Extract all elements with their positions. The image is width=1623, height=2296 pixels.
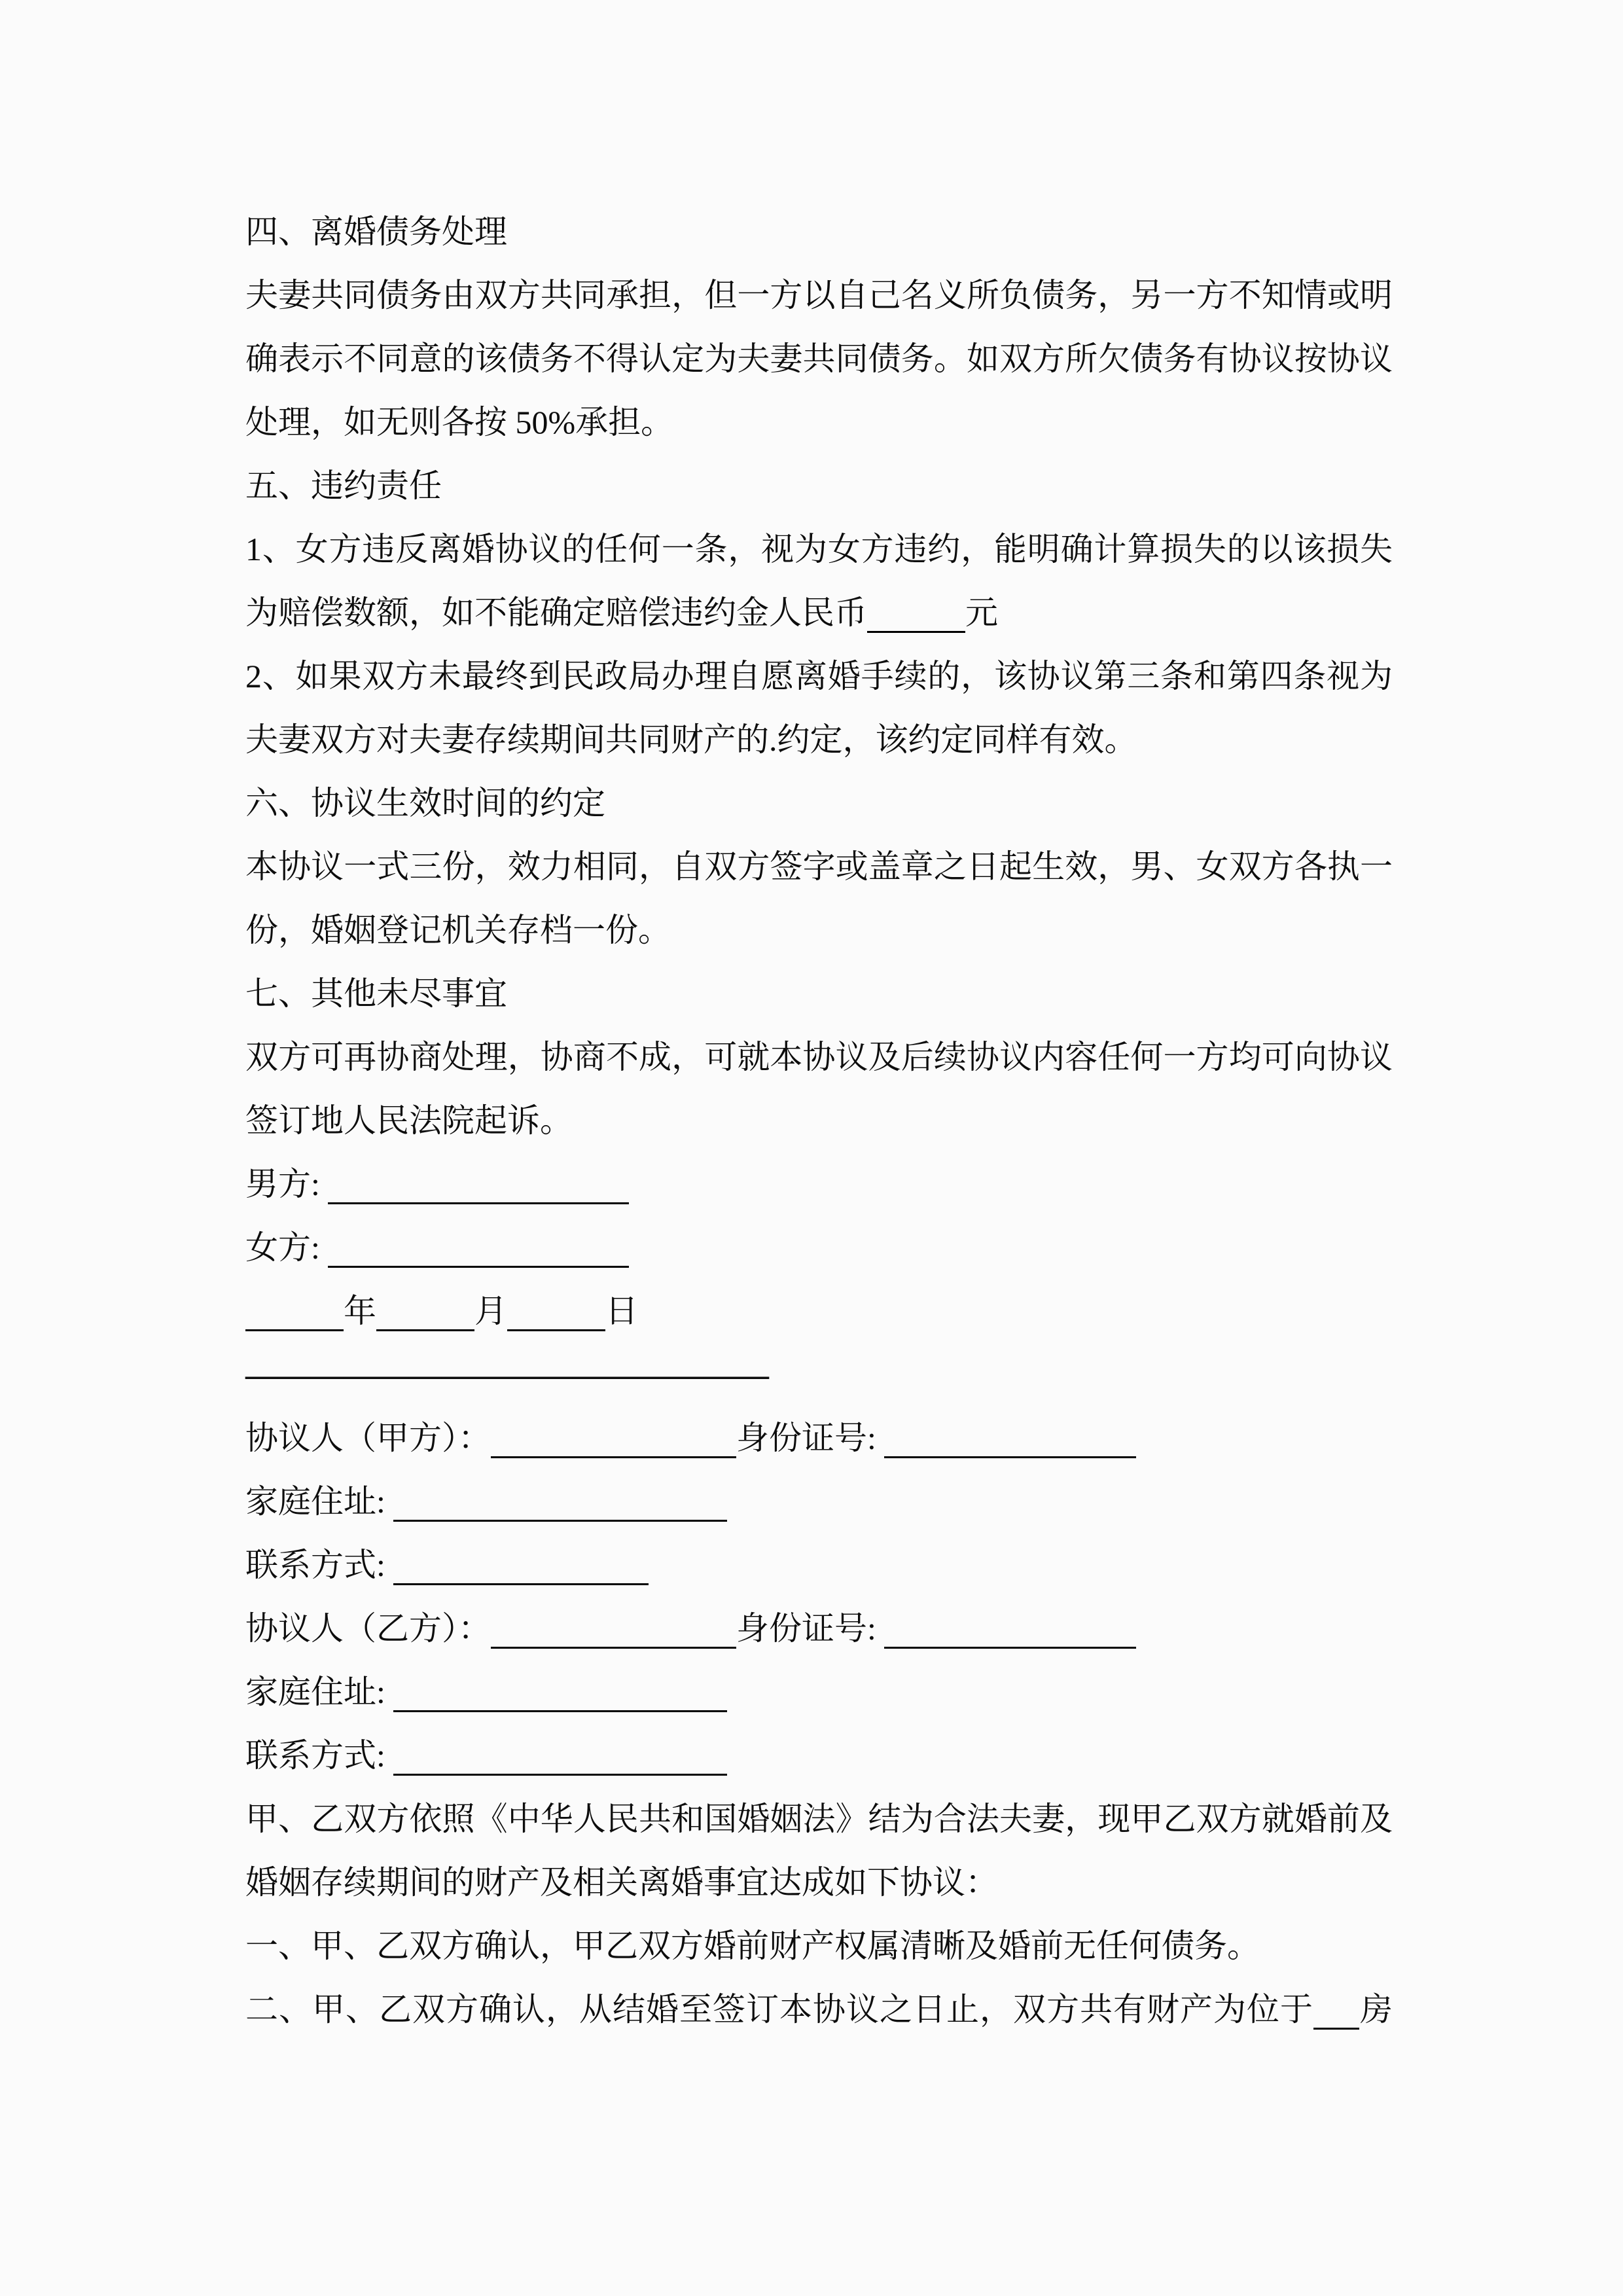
party-b-line: [245, 1597, 1393, 1660]
section-6-line-2: 份，婚姻登记机关存档一份。: [245, 912, 671, 948]
husband-signature-blank: [328, 1202, 629, 1204]
party-b-contact-line: [245, 1724, 1393, 1787]
closing-line-2: 婚姻存续期间的财产及相关离婚事宜达成如下协议：: [245, 1864, 998, 1901]
section-5-item-2-line-1: 2、如果双方未最终到民政局办理自愿离婚手续的，该协议第三条和第四条视为: [245, 658, 1393, 694]
party-a-id-blank: [884, 1456, 1136, 1458]
section-5-item-1-line-1: 1、女方违反离婚协议的任何一条，视为女方违约，能明确计算损失的以该损失: [245, 531, 1393, 567]
party-b-name-blank: [491, 1647, 736, 1649]
section-divider: ————————————————: [245, 1356, 769, 1393]
section-5-heading: 五、违约责任: [245, 467, 442, 504]
party-a-contact-blank: [393, 1583, 649, 1585]
section-6-heading: 六、协议生效时间的约定: [245, 785, 605, 821]
day-label: 日: [605, 1293, 638, 1329]
party-a-id-label: 身份证号:: [736, 1420, 876, 1456]
month-label: 月: [474, 1293, 507, 1329]
party-b-address-blank: [393, 1710, 727, 1712]
party-b-contact-label: 联系方式:: [245, 1737, 385, 1774]
section-6-line-1: 本协议一式三份，效力相同，自双方签字或盖章之日起生效，男、女双方各执一: [245, 848, 1393, 885]
penalty-text: 为赔偿数额，如不能确定赔偿违约金人民币: [245, 594, 867, 631]
section-4-line-2: 确表示不同意的该债务不得认定为夫妻共同债务。如双方所欠债务有协议按协议: [245, 340, 1393, 377]
section-4-line-1: 夫妻共同债务由双方共同承担，但一方以自己名义所负债务，另一方不知情或明: [245, 277, 1393, 314]
party-b-label: 协议人（乙方）：: [245, 1610, 491, 1647]
party-a-name-blank: [491, 1456, 736, 1458]
husband-signature-line: [245, 1153, 1393, 1216]
party-a-address-label: 家庭住址:: [245, 1483, 385, 1520]
party-b-address-line: [245, 1660, 1393, 1724]
closing-item-2-text: 二、甲、乙双方确认，从结婚至签订本协议之日止，双方共有财产为位于: [245, 1991, 1313, 2028]
date-line: [245, 1280, 1393, 1343]
wife-label: 女方:: [245, 1229, 320, 1266]
party-b-id-label: 身份证号:: [736, 1610, 876, 1647]
closing-line-1: 甲、乙双方依照《中华人民共和国婚姻法》结为合法夫妻，现甲乙双方就婚前及: [245, 1801, 1393, 1837]
section-7-line-2: 签订地人民法院起诉。: [245, 1102, 573, 1139]
year-blank: [245, 1329, 344, 1331]
party-a-label: 协议人（甲方）：: [245, 1420, 491, 1456]
wife-signature-line: [245, 1216, 1393, 1280]
year-label: 年: [344, 1293, 376, 1329]
party-a-address-line: [245, 1470, 1393, 1534]
party-b-address-label: 家庭住址:: [245, 1674, 385, 1710]
wife-signature-blank: [328, 1266, 629, 1268]
closing-item-2: [245, 1978, 1393, 2041]
party-b-id-blank: [884, 1647, 1136, 1649]
husband-label: 男方:: [245, 1166, 320, 1202]
section-7-heading: 七、其他未尽事宜: [245, 975, 507, 1012]
party-b-contact-blank: [393, 1774, 727, 1776]
party-a-contact-line: [245, 1534, 1393, 1597]
section-7-line-1: 双方可再协商处理，协商不成，可就本协议及后续协议内容任何一方均可向协议: [245, 1039, 1393, 1075]
penalty-amount-blank: [867, 631, 965, 633]
house-suffix: 房: [1359, 1991, 1393, 2028]
party-a-line: [245, 1407, 1393, 1470]
yuan-unit: 元: [965, 594, 998, 631]
day-blank: [507, 1329, 605, 1331]
closing-item-1: 一、甲、乙双方确认，甲乙双方婚前财产权属清晰及婚前无任何债务。: [245, 1928, 1260, 1964]
section-5-item-1-line-2: [245, 581, 1393, 645]
section-5-item-2-line-2: 夫妻双方对夫妻存续期间共同财产的.约定，该约定同样有效。: [245, 721, 1137, 758]
month-blank: [376, 1329, 474, 1331]
party-a-address-blank: [393, 1520, 727, 1522]
house-blank: [1313, 2028, 1359, 2030]
section-4-line-3: 处理，如无则各按 50%承担。: [245, 404, 674, 440]
section-4-heading: 四、离婚债务处理: [245, 213, 507, 250]
party-a-contact-label: 联系方式:: [245, 1547, 385, 1583]
